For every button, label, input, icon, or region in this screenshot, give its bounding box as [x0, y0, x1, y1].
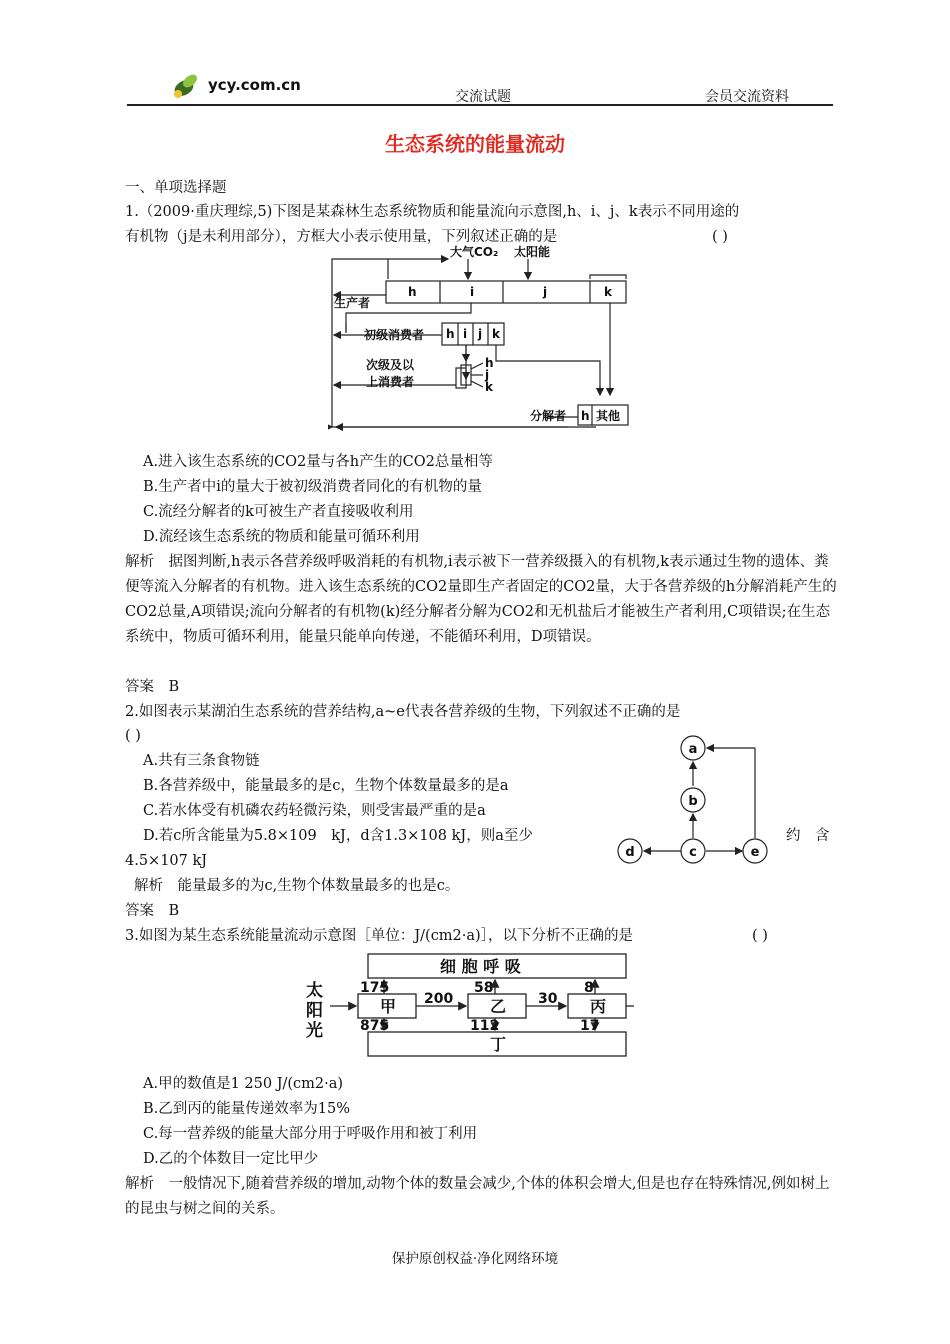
primary-h: h [446, 327, 455, 341]
section-heading: 一、单项选择题 [125, 180, 227, 196]
q1-stem-line1: 1.（2009·重庆理综,5)下图是某森林生态系统物质和能量流向示意图,h、i、j、k表示不同用途的 [125, 204, 740, 220]
value-875: 875 [360, 1018, 390, 1034]
header-divider [127, 104, 833, 106]
q2-option-d-line2: 4.5×107 kJ [125, 853, 208, 869]
sun-label: 太阳能 [514, 245, 551, 259]
sun-char-3: 光 [306, 1021, 323, 1041]
q2-option-d-tail: 约 含 [786, 828, 830, 844]
q2-option-d: D.若c所含能量为5.8×109 kJ，d含1.3×108 kJ，则a至少 [143, 828, 533, 844]
q1-option-a: A.进入该生态系统的CO2量与各h产生的CO2总量相等 [143, 454, 493, 470]
q1-answer: 答案 B [125, 679, 180, 695]
respiration-label: 细 胞 呼 吸 [440, 957, 521, 976]
logo-text: ycy.com.cn [208, 76, 301, 94]
sun-char-2: 阳 [306, 1001, 323, 1021]
secondary-h: h [485, 356, 494, 370]
q2-analysis: 解析 能量最多的为c,生物个体数量最多的也是c。 [134, 878, 460, 894]
secondary-label-1: 次级及以 [366, 358, 415, 372]
page-title: 生态系统的能量流动 [385, 132, 565, 156]
q2-option-a: A.共有三条食物链 [143, 753, 260, 769]
q3-option-d: D.乙的个体数目一定比甲少 [143, 1151, 319, 1167]
node-e-label: e [750, 845, 760, 860]
q2-answer-paren: ( ) [125, 728, 141, 744]
q1-stem-line2: 有机物（j是未利用部分），方框大小表示使用量，下列叙述正确的是 [125, 229, 558, 245]
secondary-j: j [485, 368, 490, 382]
q3-option-b: B.乙到丙的能量传递效率为15% [143, 1101, 350, 1117]
q1-answer-paren: ( ) [712, 229, 728, 245]
q3-option-a: A.甲的数值是1 250 J/(cm2·a) [143, 1076, 344, 1092]
q2-option-b: B.各营养级中，能量最多的是c，生物个体数量最多的是a [143, 778, 509, 794]
q3-stem: 3.如图为某生态系统能量流动示意图［单位：J/(cm2·a)］，以下分析不正确的是 [125, 928, 633, 944]
sun-char-1: 太 [306, 981, 323, 1001]
node-d-label: d [625, 845, 635, 860]
q3-analysis: 解析 一般情况下,随着营养级的增加,动物个体的数量会减少,个体的体积会增大,但是也存在特殊情况,例如树上的昆虫与树之间的关系。 [125, 1176, 830, 1217]
ding-label: 丁 [490, 1035, 507, 1054]
value-8: 8 [584, 980, 594, 996]
decomposer-label: 分解者 [530, 409, 567, 423]
leaf-logo-icon [168, 68, 208, 102]
producer-k: k [604, 285, 612, 299]
producer-j: j [543, 285, 548, 299]
value-30: 30 [538, 991, 558, 1007]
primary-i: i [463, 327, 468, 341]
q3-answer-paren: ( ) [752, 928, 768, 944]
q1-option-d: D.流经该生态系统的物质和能量可循环利用 [143, 529, 420, 545]
q3-diagram [300, 950, 635, 1062]
value-17: 17 [580, 1018, 600, 1034]
secondary-label-2: 上消费者 [366, 375, 415, 389]
jia-label: 甲 [380, 997, 397, 1016]
primary-label: 初级消费者 [364, 328, 425, 342]
primary-j: j [478, 327, 483, 341]
q2-option-c: C.若水体受有机磷农药轻微污染，则受害最严重的是a [143, 803, 486, 819]
co2-label: 大气CO₂ [450, 245, 499, 259]
q2-answer: 答案 B [125, 903, 180, 919]
bing-label: 丙 [590, 997, 607, 1016]
header-center: 交流试题 [455, 89, 511, 105]
q1-option-b: B.生产者中i的量大于被初级消费者同化的有机物的量 [143, 479, 482, 495]
producer-h: h [408, 285, 417, 299]
q3-option-c: C.每一营养级的能量大部分用于呼吸作用和被丁利用 [143, 1126, 478, 1142]
header-right: 会员交流资料 [705, 89, 789, 105]
node-b-label: b [688, 794, 698, 809]
value-58: 58 [474, 980, 494, 996]
page-footer: 保护原创权益·净化网络环境 [391, 1251, 559, 1267]
q1-analysis: 解析 据图判断,h表示各营养级呼吸消耗的有机物,i表示被下一营养级摄入的有机物,k表示通过生物的遗体、粪便等流入分解者的有机物。进入该生态系统的CO2量即生产者固定的CO2量，大于各营养级的h分解消耗产生的CO2总量,A项错误;流向分解者的有机物(k)经分解者分解为CO2和无机盐后才能被生产者利用,C项错误;在生态系统中，物质可循环利用，能量只能单向传递，不能循环利用，D项错误。 [125, 554, 837, 645]
decomposer-h: h [581, 409, 590, 423]
decomposer-other: 其他 [596, 409, 621, 423]
secondary-k: k [485, 380, 493, 394]
primary-k: k [492, 327, 500, 341]
yi-label: 乙 [490, 997, 507, 1016]
node-a-label: a [688, 742, 698, 757]
q2-food-web [612, 732, 778, 867]
producer-i: i [470, 285, 475, 299]
q2-stem: 2.如图表示某湖泊生态系统的营养结构,a~e代表各营养级的生物，下列叙述不正确的是 [125, 704, 681, 720]
value-175: 175 [360, 980, 390, 996]
producer-label: 生产者 [334, 296, 371, 310]
q1-diagram [328, 245, 638, 440]
q1-option-c: C.流经分解者的k可被生产者直接吸收利用 [143, 504, 414, 520]
value-200: 200 [424, 991, 454, 1007]
value-112: 112 [470, 1018, 500, 1034]
node-c-label: c [689, 845, 697, 860]
